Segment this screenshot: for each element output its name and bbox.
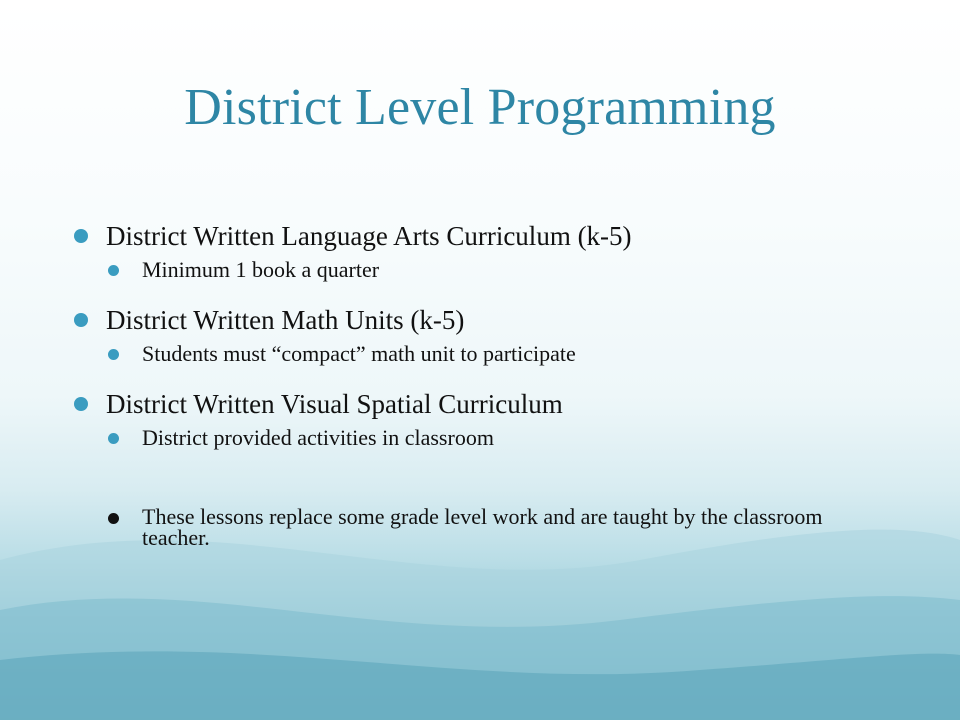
sub-bullet-text: Minimum 1 book a quarter <box>142 257 380 282</box>
sub-bullet-dot-icon <box>108 433 119 444</box>
bullet-text: District Written Math Units (k-5) <box>106 305 465 335</box>
bullet-item <box>70 388 890 420</box>
sub-bullet-dot-icon <box>108 265 119 276</box>
bullet-item <box>70 304 890 336</box>
bullet-dot-icon <box>74 313 88 327</box>
bullet-item <box>70 220 890 252</box>
note-text: These lessons replace some grade level work and are taught by the classroom teacher. <box>142 504 823 550</box>
sub-bullet-item <box>70 258 890 282</box>
sub-bullet-dot-icon <box>108 349 119 360</box>
sub-bullet-dot-icon <box>108 513 119 524</box>
sub-bullet-item <box>70 426 890 450</box>
sub-bullet-text: District provided activities in classroom <box>142 425 494 450</box>
slide-title: District Level Programming <box>184 79 776 136</box>
note-bullet-item <box>70 506 890 548</box>
bullet-text: District Written Language Arts Curriculum (k-5) <box>106 221 632 251</box>
bullet-list <box>70 220 890 548</box>
bullet-dot-icon <box>74 397 88 411</box>
bullet-dot-icon <box>74 229 88 243</box>
sub-bullet-text: Students must “compact” math unit to participate <box>142 341 576 366</box>
sub-bullet-item <box>70 342 890 366</box>
bullet-text: District Written Visual Spatial Curriculum <box>106 389 563 419</box>
